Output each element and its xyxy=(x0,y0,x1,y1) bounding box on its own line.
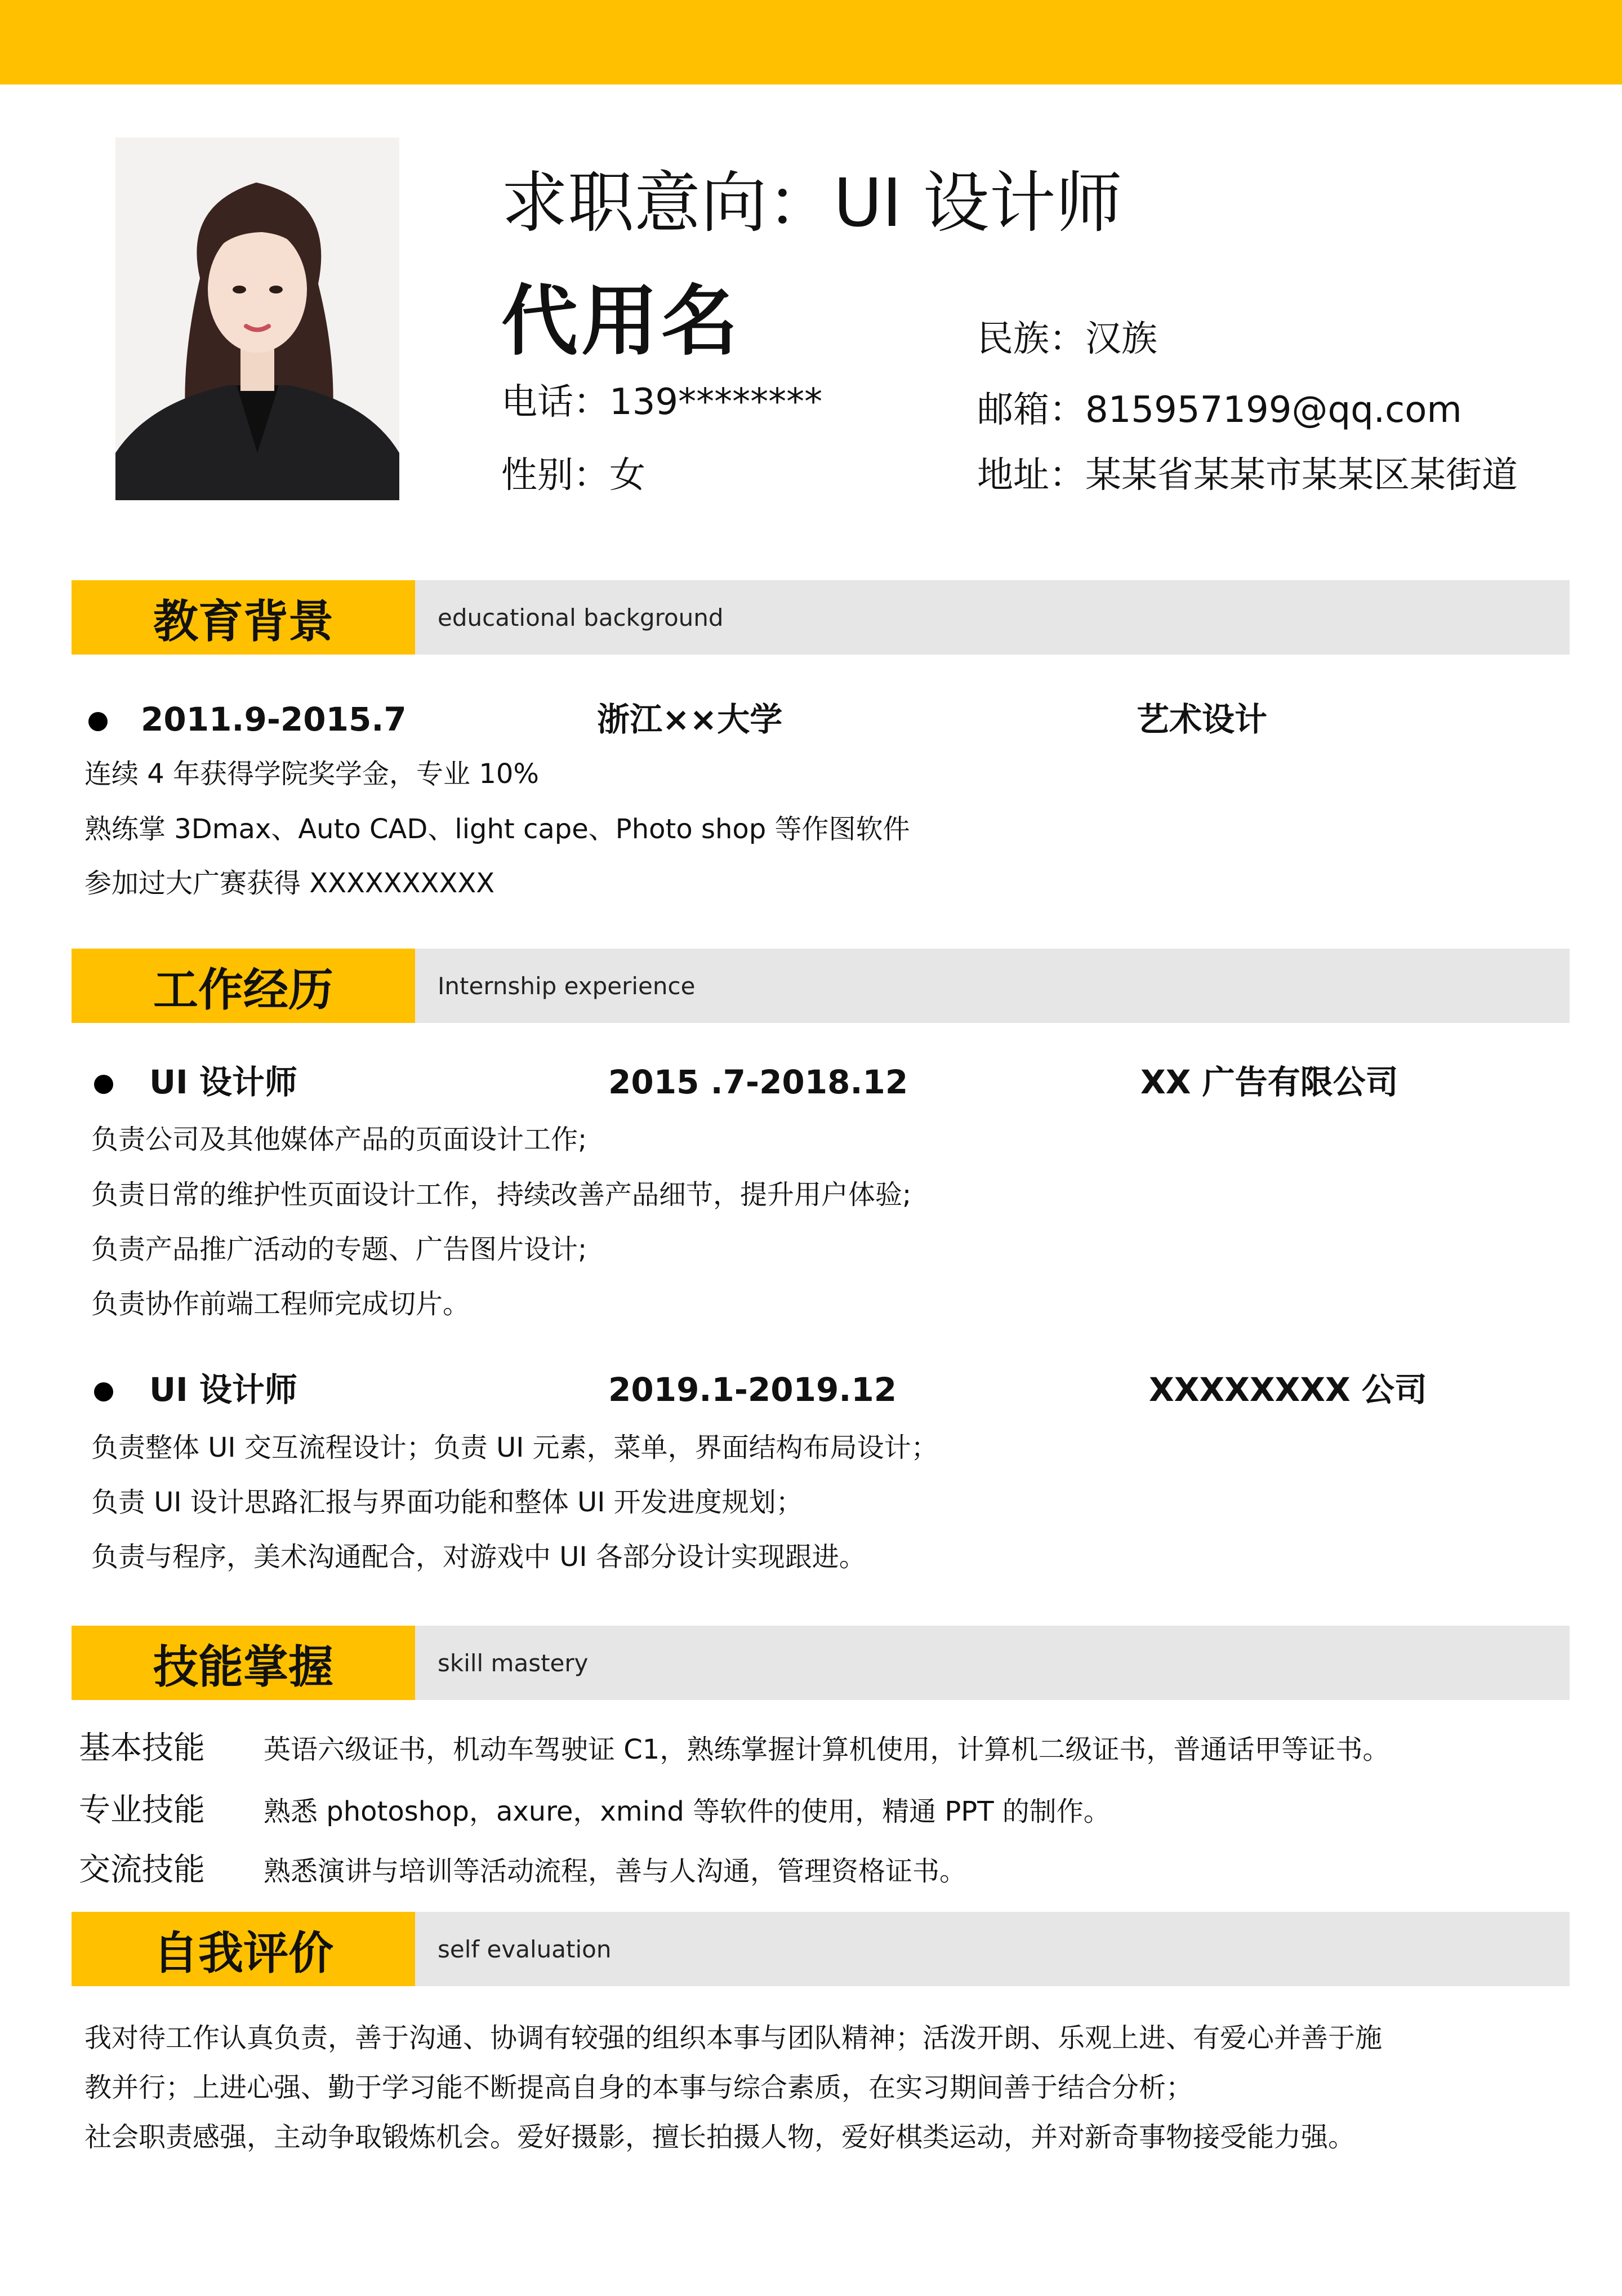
top-accent-bar xyxy=(0,0,1622,84)
evaluation-line: 社会职责感强，主动争取锻炼机会。爱好摄影，擅长拍摄人物，爱好棋类运动，并对新奇事物接受能力强。 xyxy=(84,2121,1356,2153)
ethnicity: 民族：汉族 xyxy=(977,318,1157,360)
skill-desc: 英语六级证书，机动车驾驶证 C1，熟练掌握计算机使用，计算机二级证书，普通话甲等证书。 xyxy=(264,1734,1390,1765)
section-subtitle: Internship experience xyxy=(438,972,696,1000)
section-title: 自我评价 xyxy=(72,1912,415,1986)
skill-name: 专业技能 xyxy=(79,1792,205,1828)
section-education-header xyxy=(72,580,1570,655)
address: 地址：某某省某某市某某区某街道 xyxy=(977,455,1518,496)
section-evaluation-header xyxy=(72,1912,1570,1986)
bullet-icon xyxy=(94,1075,113,1094)
skill-name: 交流技能 xyxy=(79,1852,205,1888)
work-line: 负责协作前端工程师完成切片。 xyxy=(91,1288,470,1320)
profile-photo xyxy=(115,137,399,500)
work-line: 负责公司及其他媒体产品的页面设计工作; xyxy=(91,1124,587,1155)
work-line: 负责产品推广活动的专题、广告图片设计; xyxy=(91,1234,587,1265)
section-subtitle: self evaluation xyxy=(438,1935,612,1963)
education-major: 艺术设计 xyxy=(1137,700,1268,738)
work-period: 2015 .7-2018.12 xyxy=(608,1063,908,1101)
work-role: UI 设计师 xyxy=(149,1371,297,1409)
skill-desc: 熟悉 photoshop，axure，xmind 等软件的使用，精通 PPT 的制作。 xyxy=(264,1796,1111,1827)
education-line: 熟练掌 3Dmax、Auto CAD、light cape、Photo shop 等作图软件 xyxy=(84,813,910,845)
section-subtitle: educational background xyxy=(438,603,724,631)
work-line: 负责 UI 设计思路汇报与界面功能和整体 UI 开发进度规划； xyxy=(91,1487,803,1518)
education-line: 连续 4 年获得学院奖学金，专业 10% xyxy=(84,758,540,790)
skill-desc: 熟悉演讲与培训等活动流程，善与人沟通，管理资格证书。 xyxy=(264,1856,967,1887)
section-work-header xyxy=(72,949,1570,1023)
bullet-icon xyxy=(94,1382,113,1401)
job-intention: 求职意向：UI 设计师 xyxy=(501,164,1122,242)
evaluation-line: 教并行；上进心强、勤于学习能不断提高自身的本事与综合素质，在实习期间善于结合分析； xyxy=(84,2072,1193,2103)
education-school: 浙江××大学 xyxy=(597,700,783,738)
section-subtitle: skill mastery xyxy=(438,1649,589,1677)
section-skills-header xyxy=(72,1626,1570,1700)
section-title: 教育背景 xyxy=(72,580,415,655)
work-line: 负责日常的维护性页面设计工作，持续改善产品细节，提升用户体验; xyxy=(91,1179,912,1211)
bullet-icon xyxy=(88,712,108,731)
education-period: 2011.9-2015.7 xyxy=(141,700,407,738)
email: 邮箱：815957199@qq.com xyxy=(977,389,1462,431)
person-name: 代用名 xyxy=(501,277,741,366)
section-title: 技能掌握 xyxy=(72,1626,415,1700)
section-title: 工作经历 xyxy=(72,949,415,1023)
work-line: 负责整体 UI 交互流程设计；负责 UI 元素，菜单，界面结构布局设计； xyxy=(91,1432,938,1463)
work-line: 负责与程序，美术沟通配合，对游戏中 UI 各部分设计实现跟进。 xyxy=(91,1541,866,1573)
evaluation-line: 我对待工作认真负责，善于沟通、协调有较强的组织本事与团队精神；活泼开朗、乐观上进、有爱心并善于施 xyxy=(84,2022,1383,2054)
skill-name: 基本技能 xyxy=(79,1730,205,1767)
gender: 性别：女 xyxy=(501,455,645,496)
education-line: 参加过大广赛获得 XXXXXXXXXX xyxy=(84,867,495,899)
work-period: 2019.1-2019.12 xyxy=(608,1371,897,1409)
work-role: UI 设计师 xyxy=(149,1063,297,1101)
work-company: XX 广告有限公司 xyxy=(1140,1063,1398,1101)
work-company: XXXXXXXX 公司 xyxy=(1149,1371,1427,1409)
phone: 电话：139******** xyxy=(501,381,823,423)
